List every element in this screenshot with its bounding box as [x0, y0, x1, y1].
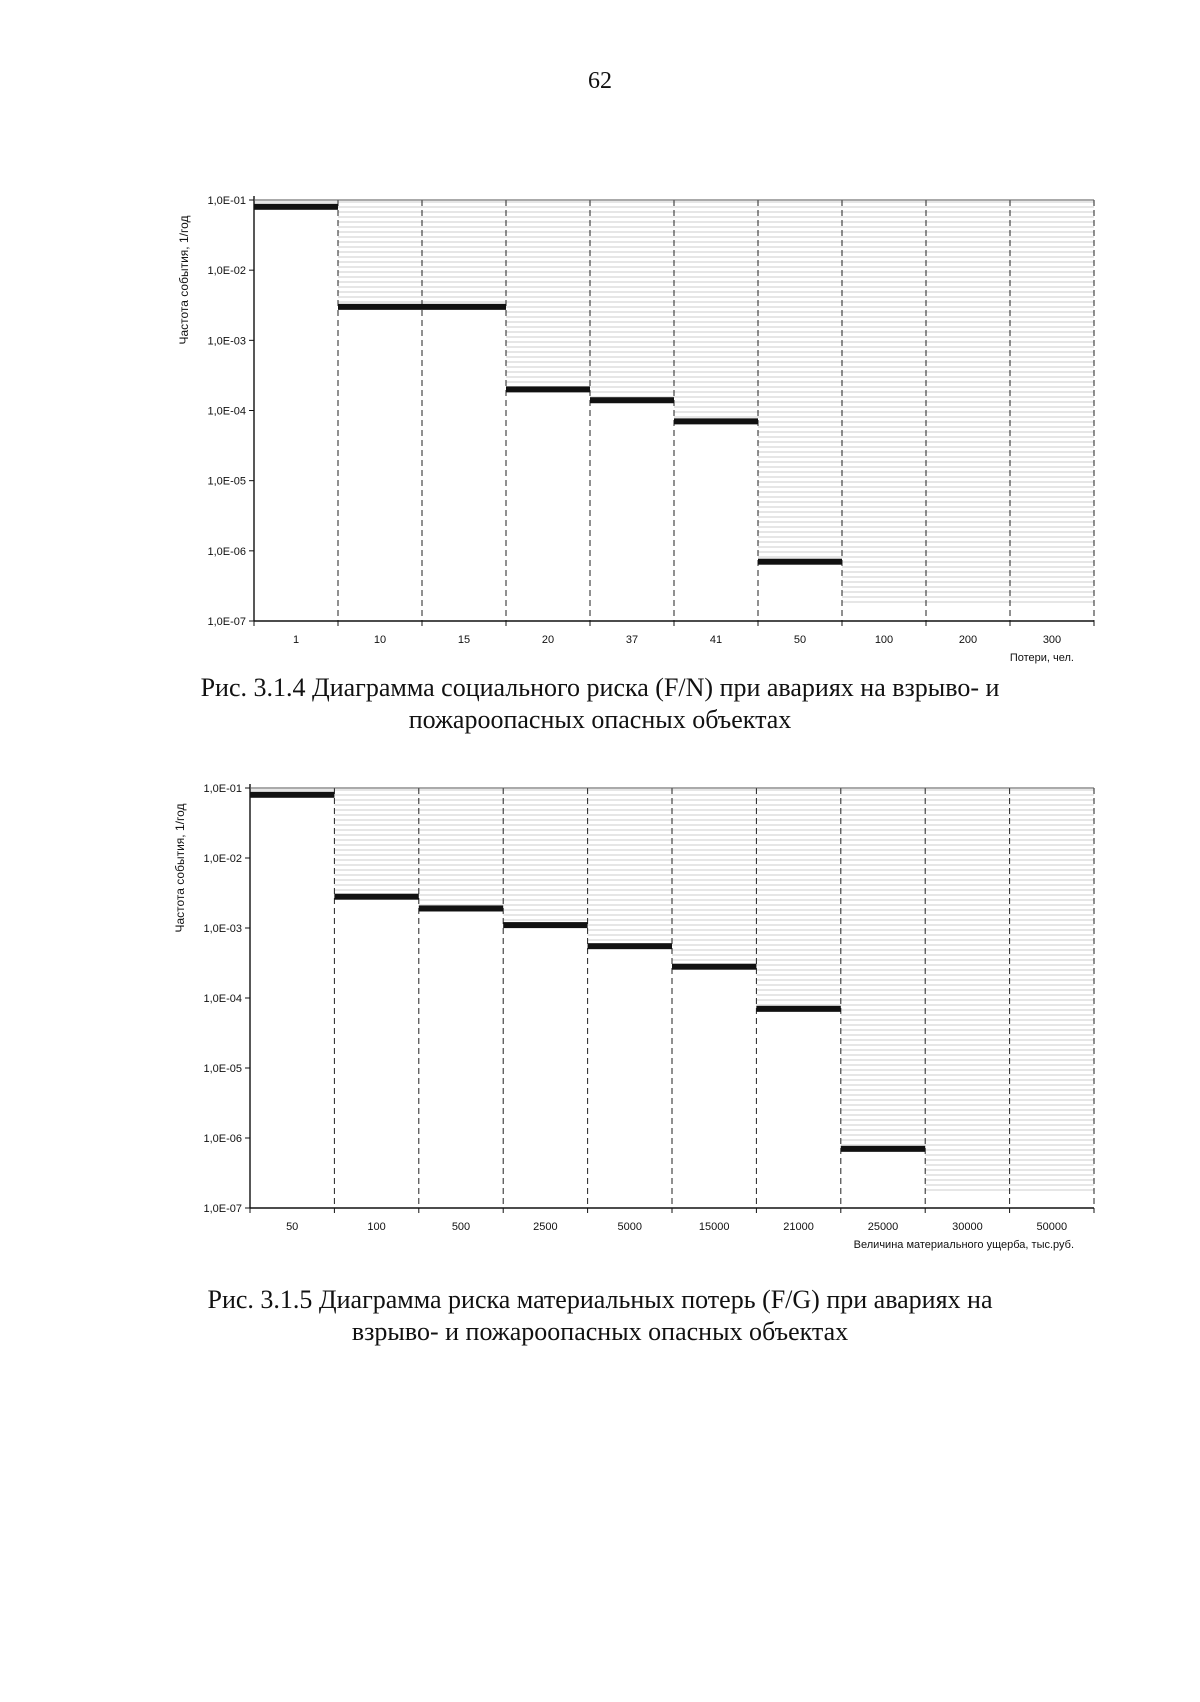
x-tick-label: 1 [292, 634, 300, 646]
x-tick-label: 100 [874, 634, 894, 646]
x-tick-label: 20 [541, 634, 555, 646]
y-tick-label: 1,0E-02 [207, 265, 246, 278]
y-axis-title: Частота события, 1/год [173, 803, 187, 933]
y-tick-label: 1,0E-03 [207, 335, 246, 348]
x-axis-title: Потери, чел. [1009, 652, 1074, 664]
y-axis-title: Частота события, 1/год [177, 215, 191, 345]
x-tick-label: 50 [286, 1221, 299, 1233]
x-tick-label: 10 [373, 634, 387, 646]
y-tick-label: 1,0E-04 [203, 993, 242, 1005]
x-tick-label: 200 [958, 634, 978, 646]
x-tick-label: 5000 [617, 1221, 643, 1233]
step-bar [338, 304, 422, 310]
x-tick-label: 15000 [698, 1221, 730, 1233]
step-bar [841, 1146, 925, 1152]
x-tick-label: 37 [625, 634, 639, 646]
y-tick-label: 1,0E-03 [203, 923, 242, 935]
step-bar [422, 304, 506, 310]
y-tick-label: 1,0E-01 [207, 195, 246, 207]
step-bar [588, 943, 672, 949]
x-tick-label: 21000 [783, 1221, 814, 1233]
x-axis-title: Величина материального ущерба, тыс.руб. [853, 1239, 1074, 1251]
y-tick-label: 1,0E-07 [203, 1203, 242, 1215]
figure-caption-2 [0, 1284, 1200, 1348]
step-bar [590, 397, 674, 403]
x-tick-label: 300 [1042, 634, 1062, 646]
x-tick-label: 30000 [952, 1221, 983, 1233]
y-tick-label: 1,0E-01 [203, 783, 242, 795]
social-risk-chart [0, 180, 1200, 670]
x-tick-label: 41 [709, 634, 723, 646]
step-bar [506, 386, 590, 392]
y-tick-label: 1,0E-07 [207, 616, 246, 628]
step-bar [672, 964, 756, 970]
step-bar [419, 905, 503, 911]
step-bar [674, 418, 758, 424]
y-tick-label: 1,0E-04 [207, 405, 246, 418]
step-bar [756, 1006, 840, 1012]
x-tick-label: 500 [451, 1221, 471, 1233]
caption-line: взрыво- и пожароопасных опасных объектах [351, 1317, 849, 1346]
y-tick-label: 1,0E-06 [203, 1133, 242, 1145]
x-tick-label: 2500 [533, 1221, 558, 1233]
page-number: 62 [588, 68, 612, 94]
x-tick-label: 100 [367, 1221, 386, 1233]
material-loss-chart [0, 770, 1200, 1270]
y-tick-label: 1,0E-05 [207, 475, 246, 488]
caption-line: Рис. 3.1.4 Диаграмма социального риска (F/N) при авариях на взрыво- и [200, 673, 1000, 702]
y-tick-label: 1,0E-06 [207, 545, 246, 558]
x-tick-label: 25000 [867, 1221, 899, 1233]
step-bar [254, 204, 338, 210]
y-tick-label: 1,0E-05 [203, 1063, 242, 1075]
y-tick-label: 1,0E-02 [203, 853, 242, 865]
step-bar [250, 792, 334, 798]
step-bar [758, 559, 842, 565]
caption-line: пожароопасных опасных объектах [408, 705, 792, 734]
x-tick-label: 15 [457, 634, 471, 646]
figure-caption-1 [0, 672, 1200, 736]
x-tick-label: 50 [793, 634, 807, 646]
x-tick-label: 50000 [1036, 1221, 1068, 1233]
step-bar [334, 894, 418, 900]
step-bar [503, 922, 587, 928]
caption-line: Рис. 3.1.5 Диаграмма риска материальных потерь (F/G) при авариях на [207, 1285, 993, 1314]
